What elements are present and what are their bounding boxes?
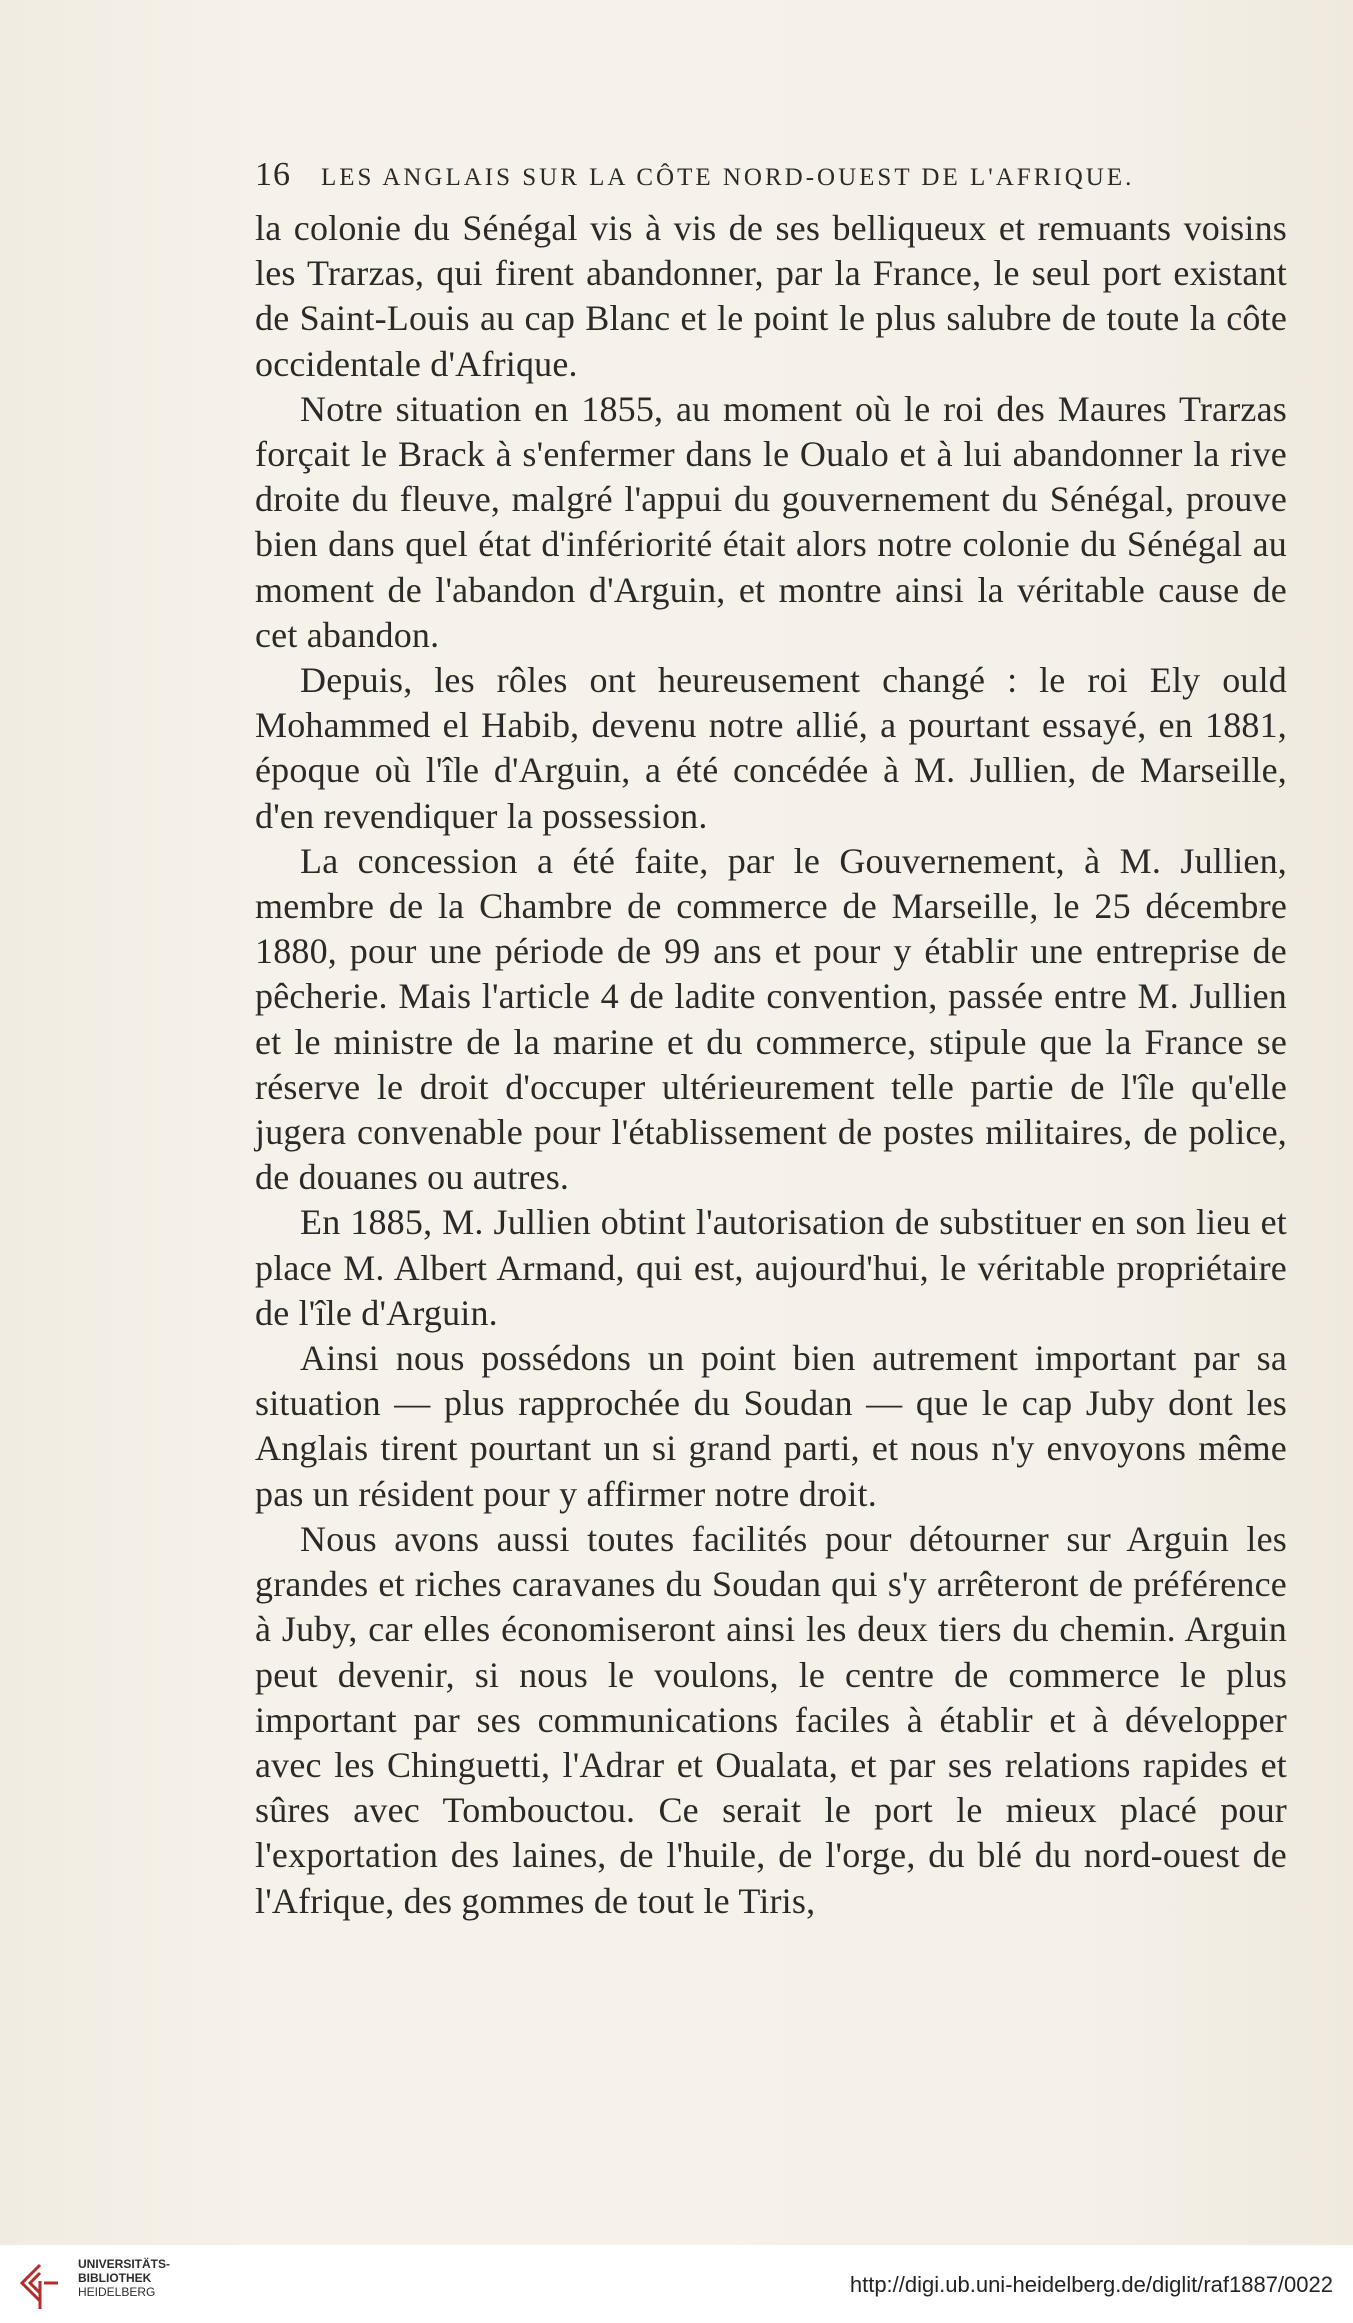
paragraph: la colonie du Sénégal vis à vis de ses belliqueux et remuants voisins les Trarzas, qui firent abandonner, par la France, le seul port existant de Saint-Louis au cap Blanc et le point le plus salubre de toute la côte occidentale d'Afrique.	[255, 208, 1287, 384]
library-name-line: HEIDELBERG	[78, 2285, 156, 2299]
library-name	[78, 2257, 170, 2299]
library-name-line: BIBLIOTHEK	[78, 2271, 152, 2285]
library-name-line: UNIVERSITÄTS-	[78, 2257, 171, 2271]
paragraph: Notre situation en 1855, au moment où le roi des Maures Trarzas forçait le Brack à s'enfermer dans le Oualo et à lui abandonner la rive droite du fleuve, malgré l'appui du gouvernement du Sénégal, prouve bien dans quel état d'infériorité était alors notre colonie du Sénégal au moment de l'abandon d'Arguin, et montre ainsi la véritable cause de cet abandon.	[255, 388, 1287, 655]
running-title: LES ANGLAIS SUR LA CÔTE NORD-OUEST DE L'AFRIQUE.	[321, 164, 1135, 191]
body-text	[255, 206, 1287, 1924]
paragraph: La concession a été faite, par le Gouvernement, à M. Jullien, membre de la Chambre de commerce de Marseille, le 25 décembre 1880, pour une période de 99 ans et pour y établir une entreprise de pêcherie. Mais l'article 4 de ladite convention, passée entre M. Jullien et le ministre de la marine et du commerce, stipule que la France se réserve le droit d'occuper ultérieurement telle partie de l'île qu'elle jugera convenable pour l'établissement de postes militaires, de police, de douanes ou autres.	[255, 840, 1287, 1198]
page-number: 16	[255, 156, 291, 193]
source-url-link[interactable]: http://digi.ub.uni-heidelberg.de/diglit/raf1887/0022	[849, 2272, 1333, 2297]
paragraph: Ainsi nous possédons un point bien autrement important par sa situation — plus rapprochée du Soudan — que le cap Juby dont les Anglais tirent pourtant un si grand parti, et nous n'y envoyons même pas un résident pour y affirmer notre droit.	[255, 1338, 1287, 1514]
library-logo-icon	[14, 2261, 66, 2313]
page-header	[255, 156, 1175, 196]
paragraph: Nous avons aussi toutes facilités pour détourner sur Arguin les grandes et riches caravanes du Soudan qui s'y arrêteront de préférence à Juby, car elles économiseront ainsi les deux tiers du chemin. Arguin peut devenir, si nous le voulons, le centre de commerce le plus important par ses communications faciles à établir et à développer avec les Chinguetti, l'Adrar et Oualata, et par ses relations rapides et sûres avec Tombouctou. Ce serait le port le mieux placé pour l'exportation des laines, de l'huile, de l'orge, du blé du nord-ouest de l'Afrique, des gommes de tout le Tiris,	[255, 1518, 1287, 1921]
paragraph: Depuis, les rôles ont heureusement changé : le roi Ely ould Mohammed el Habib, devenu notre allié, a pourtant essayé, en 1881, époque où l'île d'Arguin, a été concédée à M. Jullien, de Marseille, d'en revendiquer la possession.	[255, 660, 1287, 836]
paragraph: En 1885, M. Jullien obtint l'autorisation de substituer en son lieu et place M. Albert Armand, qui est, aujourd'hui, le véritable propriétaire de l'île d'Arguin.	[255, 1202, 1287, 1333]
digitization-footer	[0, 2245, 1353, 2323]
